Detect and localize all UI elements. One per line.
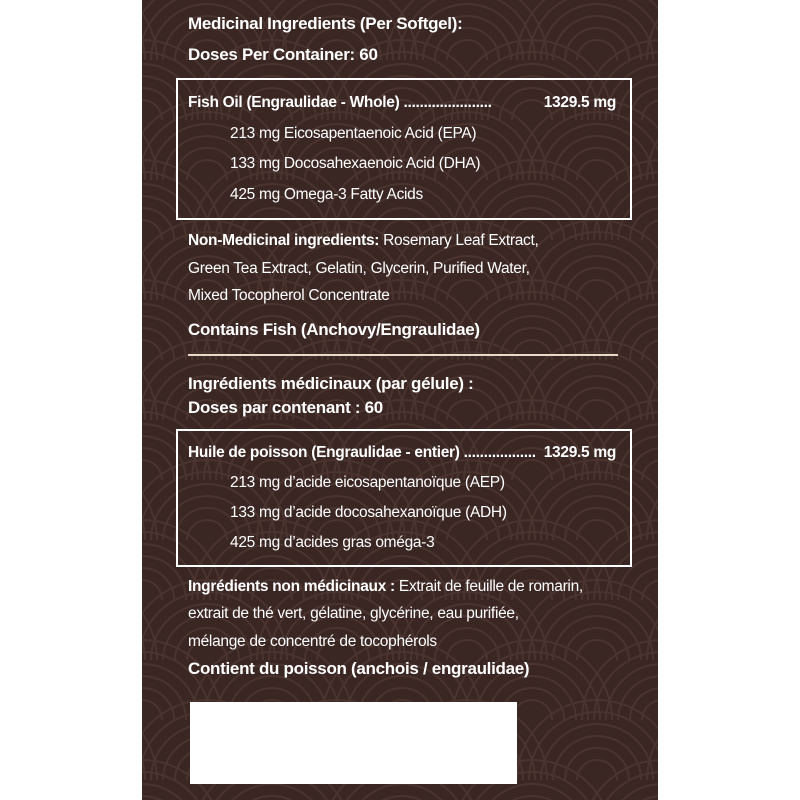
doses-par-contenant: Doses par contenant : 60 [188, 398, 383, 417]
non-medicinal-text-1: Rosemary Leaf Extract, [383, 232, 539, 249]
non-medicinaux-label: Ingrédients non médicinaux : [188, 578, 395, 595]
non-medicinaux-line-2: extrait de thé vert, gélatine, glycérine, eau purifiée, [188, 605, 519, 622]
medicinal-ingredients-title: Medicinal Ingredients (Per Softgel): [188, 14, 463, 33]
fish-oil-amount: 1329.5 mg [543, 94, 616, 111]
language-divider [188, 354, 618, 356]
non-medicinaux-line-3: mélange de concentré de tocophérols [188, 633, 437, 650]
non-medicinaux-line-1 [188, 577, 583, 597]
omega3-line: 425 mg Omega-3 Fatty Acids [230, 186, 423, 203]
label-content [142, 0, 658, 800]
fish-oil-line: Fish Oil (Engraulidae - Whole) ...................... [188, 94, 492, 111]
non-medicinal-label: Non-Medicinal ingredients: [188, 232, 380, 249]
doses-per-container: Doses Per Container: 60 [188, 45, 378, 64]
aep-line: 213 mg d’acide eicosapentanoïque (AEP) [230, 474, 505, 491]
medicinal-ingredients-box [176, 78, 632, 220]
huile-poisson-line: Huile de poisson (Engraulidae - entier) .................. [188, 444, 536, 461]
ingredients-medicinaux-title: Ingrédients médicinaux (par gélule) : [188, 374, 474, 393]
non-medicinal-line-2: Green Tea Extract, Gelatin, Glycerin, Purified Water, [188, 260, 530, 277]
non-medicinal-line-1 [188, 231, 539, 251]
dha-line: 133 mg Docosahexaenoic Acid (DHA) [230, 155, 481, 172]
omega3-fr-line: 425 mg d’acides gras oméga-3 [230, 534, 435, 551]
ingredients-medicinaux-box [176, 429, 632, 567]
adh-line: 133 mg d’acide docosahexanoïque (ADH) [230, 504, 507, 521]
contains-fish: Contains Fish (Anchovy/Engraulidae) [188, 320, 480, 339]
ingredient-label-panel [142, 0, 658, 800]
non-medicinaux-text-1: Extrait de feuille de romarin, [398, 578, 583, 595]
blank-white-panel [190, 702, 517, 784]
contient-poisson: Contient du poisson (anchois / engraulidae) [188, 659, 530, 678]
non-medicinal-line-3: Mixed Tocopherol Concentrate [188, 287, 390, 304]
huile-poisson-amount: 1329.5 mg [543, 444, 616, 461]
epa-line: 213 mg Eicosapentaenoic Acid (EPA) [230, 125, 477, 142]
